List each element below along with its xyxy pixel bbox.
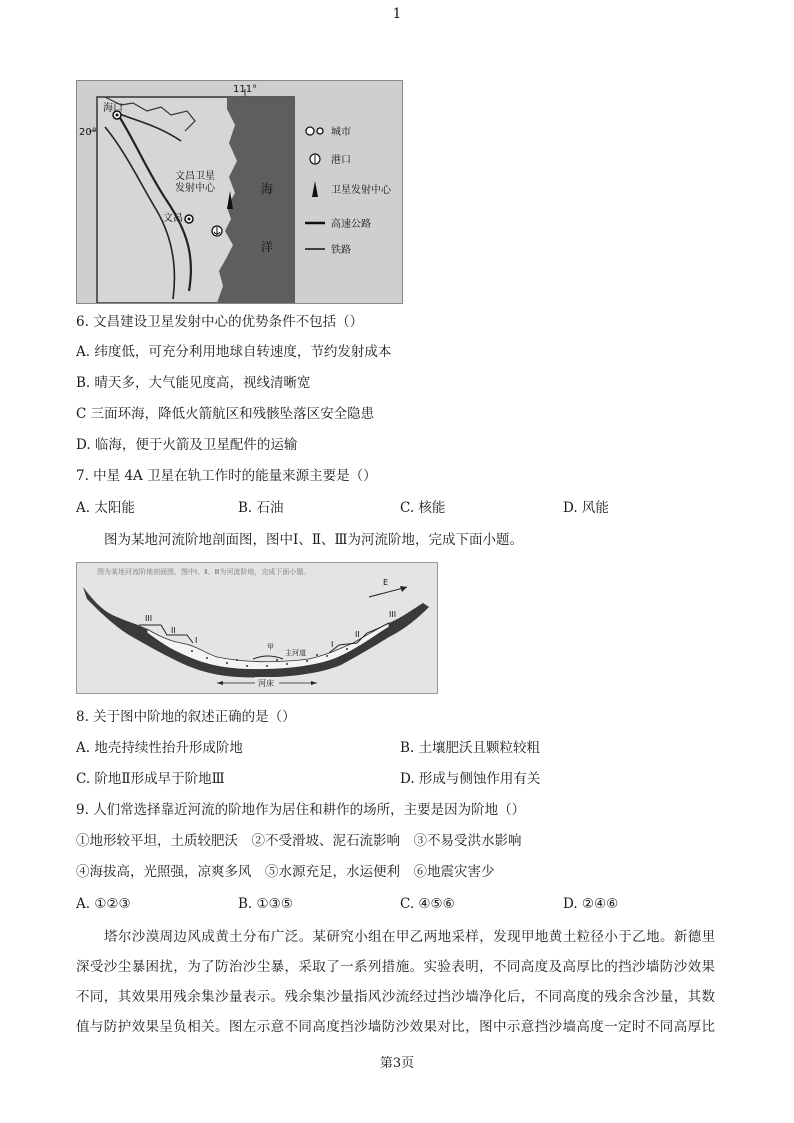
hainan-map-svg: [77, 81, 402, 303]
legend-railway: 铁路: [331, 245, 351, 256]
passage-line-2: 深受沙尘暴困扰，为了防治沙尘暴，采取了一系列措施。实验表明，不同高度及高厚比的挡沙墙防沙效果: [76, 959, 716, 975]
passage-line-4: 值与防护效果呈负相关。图左示意不同高度挡沙墙防沙效果对比，图中示意挡沙墙高度一定时不同高厚比: [76, 1019, 716, 1035]
terrace-III-left: III: [145, 614, 153, 623]
page-number: 1: [392, 6, 402, 22]
wenchang-label: 文昌: [163, 213, 183, 224]
q9-options-line2: ④海拔高，光照强，凉爽多风 ⑤水源充足，水运便利 ⑥地震灾害少: [76, 864, 495, 880]
haikou-label: 海口: [103, 103, 123, 114]
q7-option-b: B. 石油: [238, 500, 284, 516]
sea-label-1: 海: [261, 182, 274, 196]
legend-port: 港口: [331, 155, 351, 166]
q8-option-b: B. 土壤肥沃且颗粒较粗: [400, 740, 541, 756]
passage-line-3: 不同，其效果用残余集沙量表示。残余集沙量指风沙流经过挡沙墙净化后，不同高度的残余含沙量，其数: [76, 989, 716, 1005]
q9-option-b: B. ①③⑤: [238, 896, 293, 912]
label-main-channel: 主河道: [285, 649, 306, 657]
q9-option-a: A. ①②③: [76, 896, 131, 912]
q8-option-d: D. 形成与侧蚀作用有关: [400, 771, 541, 787]
sea-label-2: 洋: [261, 240, 274, 254]
latitude-label: 20°: [79, 127, 97, 138]
q9-option-d: D. ②④⑥: [563, 896, 619, 912]
q7-stem: 7. 中星 4A 卫星在轨工作时的能量来源主要是（）: [76, 468, 377, 484]
terrace-II-left: II: [171, 626, 176, 635]
terrace-I-right: I: [331, 640, 334, 649]
longitude-label: 111°: [233, 84, 258, 95]
legend-city: 城市: [331, 127, 351, 138]
legend-highway: 高速公路: [331, 219, 371, 230]
label-jia: 甲: [267, 643, 274, 651]
label-riverbed: 河床: [258, 679, 274, 688]
terrace-III-right: III: [389, 610, 397, 619]
terrace-caption-strip: 图为某地河流阶地剖面图，图中Ⅰ、Ⅱ、Ⅲ为河流阶地，完成下面小题。: [97, 568, 311, 576]
q7-option-d: D. 风能: [563, 500, 609, 516]
passage-line-1: 塔尔沙漠周边风成黄土分布广泛。某研究小组在甲乙两地采样，发现甲地黄土粒径小于乙地。新德里: [104, 929, 716, 945]
river-terrace-figure: [76, 562, 438, 694]
terrace-intro: 图为某地河流阶地剖面图，图中Ⅰ、Ⅱ、Ⅲ为河流阶地，完成下面小题。: [104, 532, 524, 548]
river-terrace-svg: [77, 563, 437, 693]
terrace-II-right: II: [355, 630, 360, 639]
q6-option-c: C 三面环海，降低火箭航区和残骸坠落区安全隐患: [76, 406, 375, 422]
launch-center-label-1: 文昌卫星: [175, 171, 215, 182]
q6-option-d: D. 临海，便于火箭及卫星配件的运输: [76, 437, 298, 453]
q8-option-c: C. 阶地Ⅱ形成早于阶地Ⅲ: [76, 771, 225, 787]
q6-option-a: A. 纬度低，可充分利用地球自转速度，节约发射成本: [76, 344, 392, 360]
q8-stem: 8. 关于图中阶地的叙述正确的是（）: [76, 709, 296, 725]
legend-launch-center: 卫星发射中心: [331, 185, 391, 196]
label-E: E: [383, 578, 389, 587]
terrace-I-left: I: [195, 636, 198, 645]
hainan-map-figure: [76, 80, 403, 304]
q8-option-a: A. 地壳持续性抬升形成阶地: [76, 740, 243, 756]
page-footer: 第3页: [379, 1056, 415, 1071]
q7-option-a: A. 太阳能: [76, 500, 135, 516]
q9-option-c: C. ④⑤⑥: [400, 896, 455, 912]
q9-stem: 9. 人们常选择靠近河流的阶地作为居住和耕作的场所，主要是因为阶地（）: [76, 802, 526, 818]
q7-option-c: C. 核能: [400, 500, 446, 516]
launch-center-label-2: 发射中心: [175, 183, 215, 194]
q6-option-b: B. 晴天多，大气能见度高，视线清晰宽: [76, 375, 311, 391]
q9-options-line1: ①地形较平坦，土质较肥沃 ②不受滑坡、泥石流影响 ③不易受洪水影响: [76, 833, 522, 849]
q6-stem: 6. 文昌建设卫星发射中心的优势条件不包括（）: [76, 314, 364, 330]
